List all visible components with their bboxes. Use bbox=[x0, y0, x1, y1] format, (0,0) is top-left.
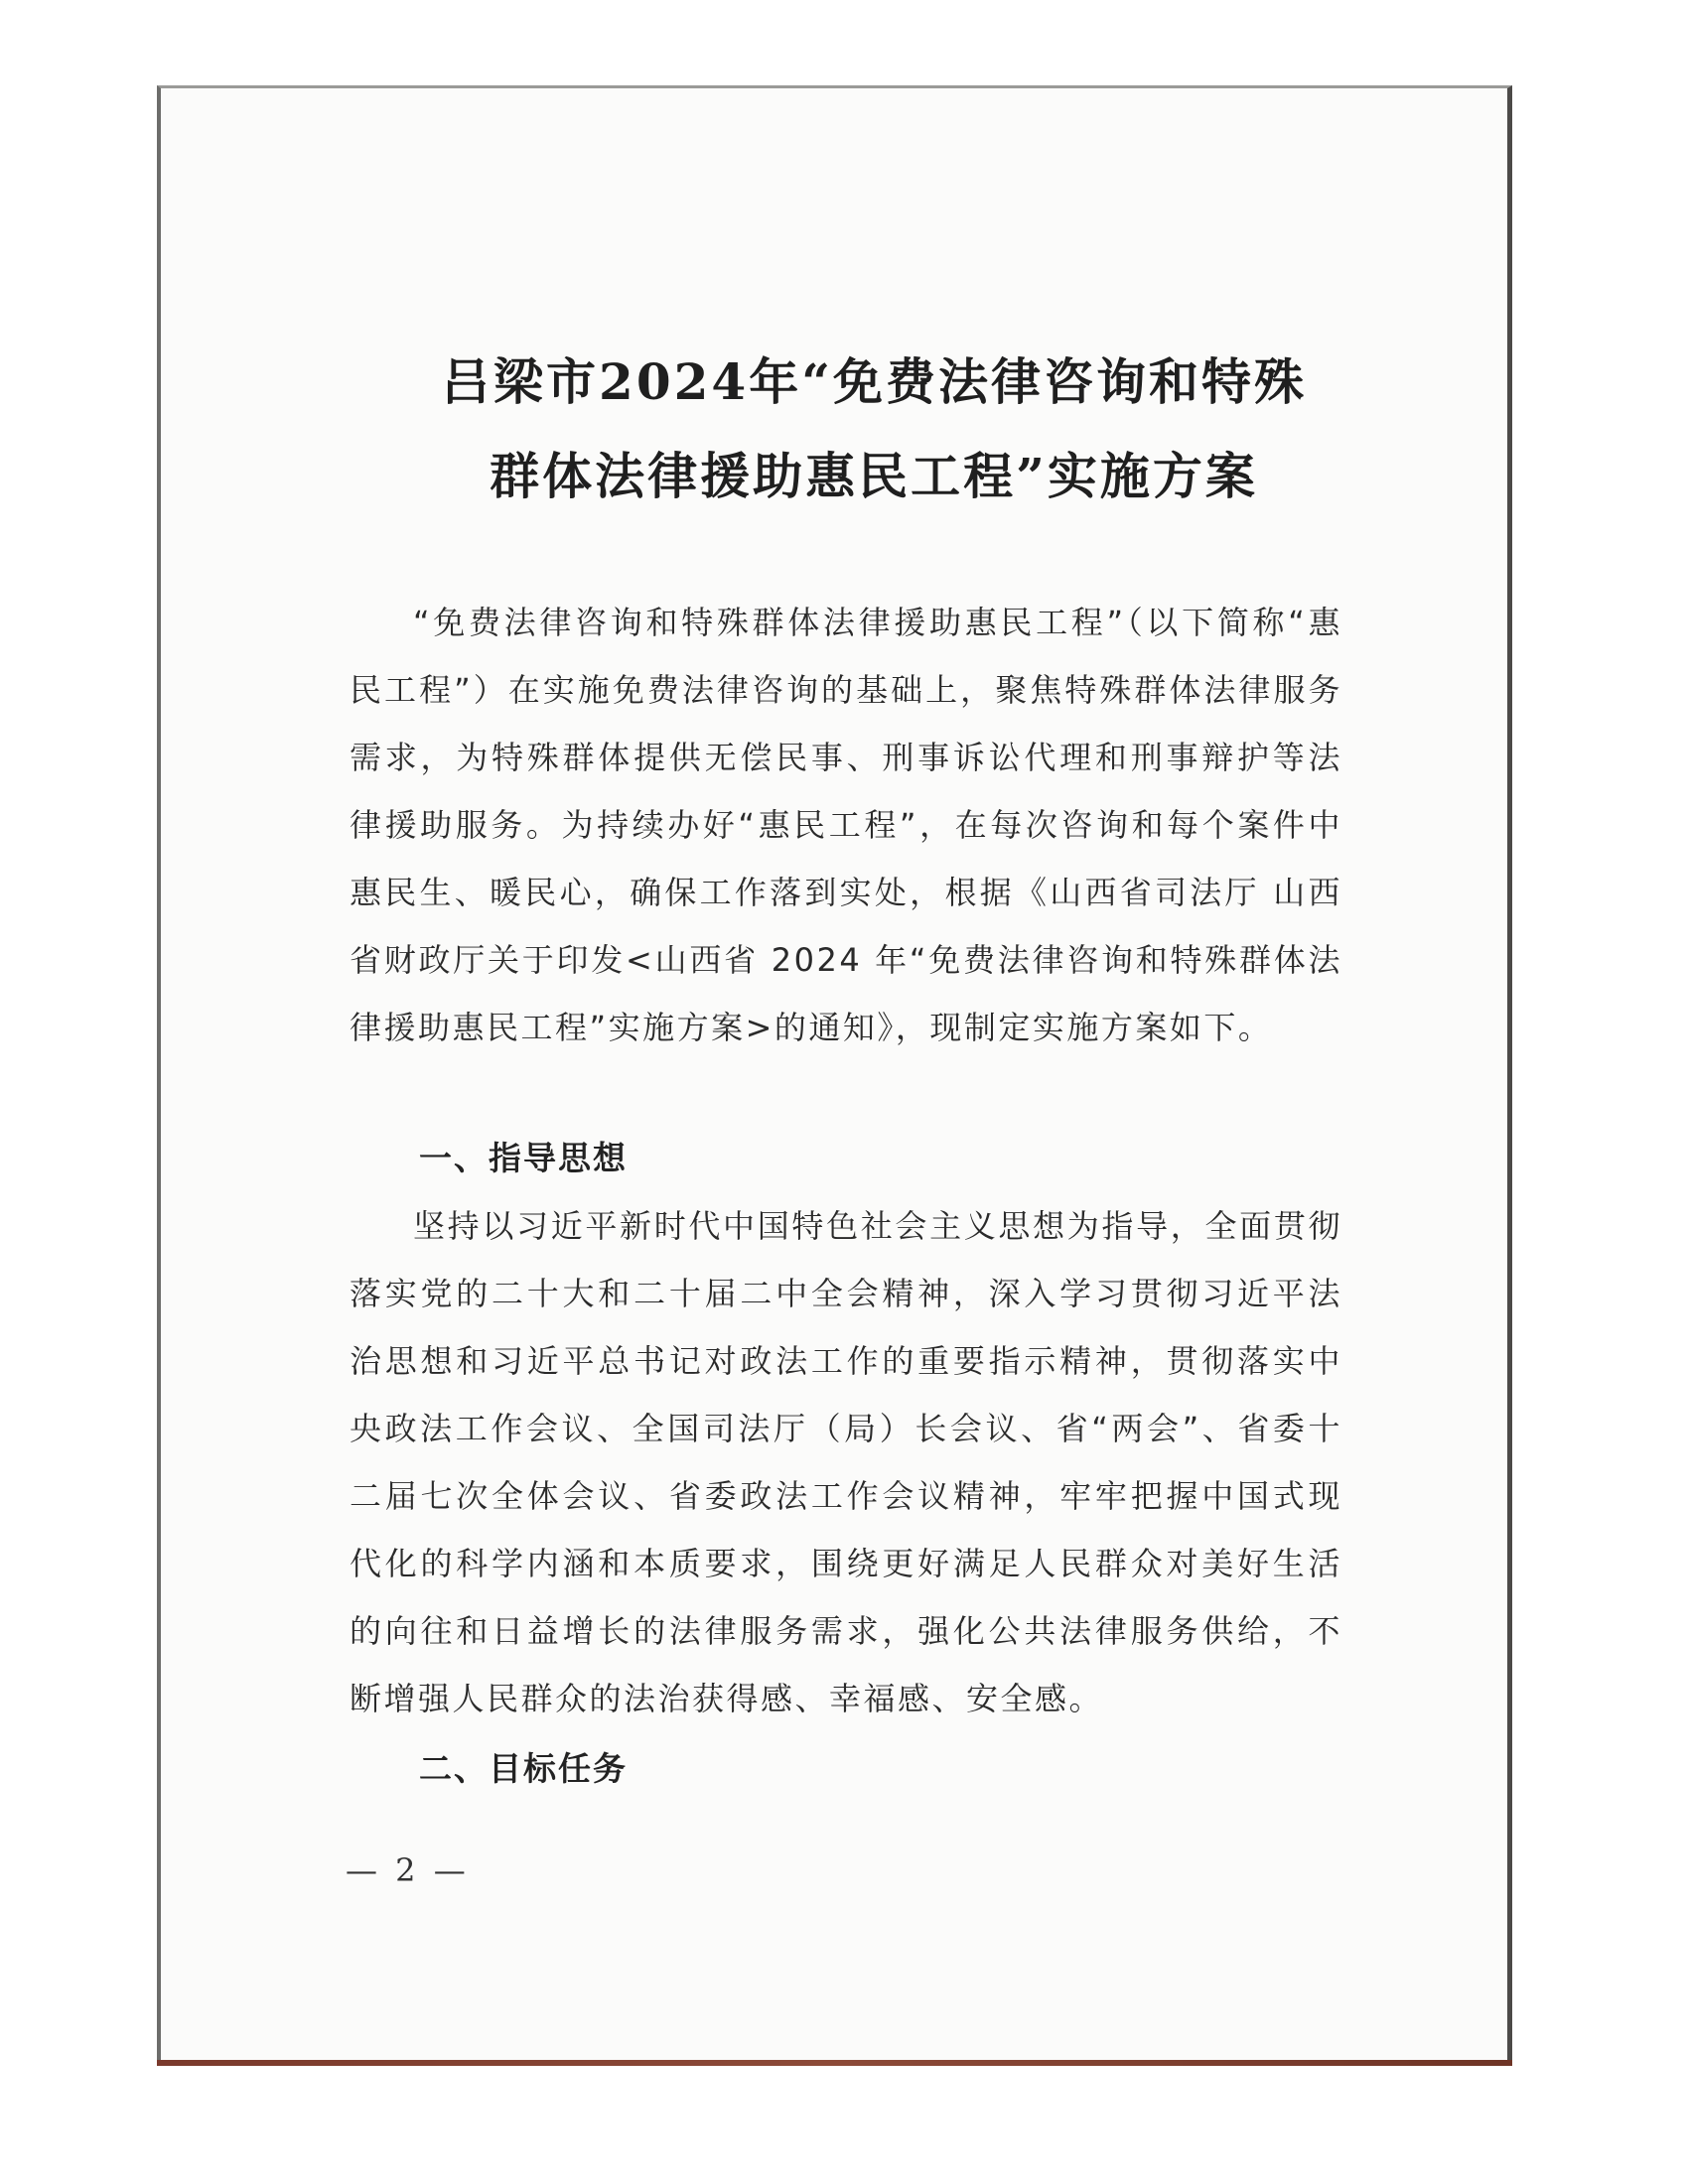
scan-bottom-edge bbox=[157, 2060, 1512, 2066]
section-heading-goals-tasks: 二、目标任务 bbox=[419, 1749, 628, 1788]
document-title-line-2: 群体法律援助惠民工程”实施方案 bbox=[490, 447, 1258, 505]
document-title-line-1: 吕梁市2024年“免费法律咨询和特殊 bbox=[441, 352, 1307, 411]
intro-paragraph: “免费法律咨询和特殊群体法律援助惠民工程”（以下简称“惠民工程”）在实施免费法律咨询的基础上，聚焦特殊群体法律服务需求，为特殊群体提供无偿民事、刑事诉讼代理和刑事辩护等法律援助服务。为持续办好“惠民工程”，在每次咨询和每个案件中惠民生、暖民心，确保工作落到实处，根据《山西省司法厅 山西省财政厅关于印发<山西省 2024 年“免费法律咨询和特殊群体法律援助惠民工程”实施方案>的通知》，现制定实施方案如下。 bbox=[350, 604, 1342, 1046]
guiding-ideology-paragraph: 坚持以习近平新时代中国特色社会主义思想为指导，全面贯彻落实党的二十大和二十届二中全会精神，深入学习贯彻习近平法治思想和习近平总书记对政法工作的重要指示精神，贯彻落实中央政法工作会议、全国司法厅（局）长会议、省“两会”、省委十二届七次全体会议、省委政法工作会议精神，牢牢把握中国式现代化的科学内涵和本质要求，围绕更好满足人民群众对美好生活的向往和日益增长的法律服务需求，强化公共法律服务供给，不断增强人民群众的法治获得感、幸福感、安全感。 bbox=[350, 1207, 1342, 1717]
section-heading-guiding-ideology: 一、指导思想 bbox=[419, 1139, 628, 1177]
page-number: — 2 — bbox=[346, 1851, 470, 1889]
